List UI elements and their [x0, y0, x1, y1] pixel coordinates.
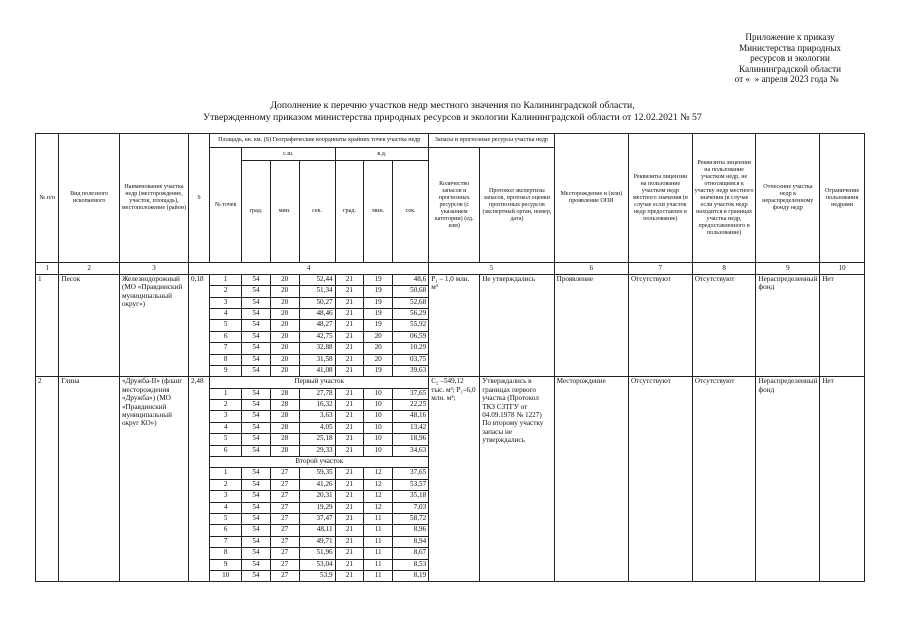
column-number: 5: [429, 263, 554, 274]
lat-seconds: 51,34: [299, 286, 335, 297]
lat-seconds: 37,47: [299, 513, 335, 524]
lat-degrees: 54: [242, 354, 271, 365]
lat-seconds: 53,9: [299, 570, 335, 581]
restrictions: Нет: [820, 377, 865, 582]
license-local: Отсутствуют: [628, 274, 692, 377]
lat-degrees: 54: [242, 491, 271, 502]
plot-area: 2,48: [189, 377, 210, 582]
document-title: [0, 100, 905, 123]
reserves-protocol: Утверждались в границах первого участка (Протокол ТКЗ СЗТГУ от 04.09.1978 № 1227) По второму участку запасы не утверждались: [480, 377, 554, 582]
lon-minutes: 10: [364, 422, 393, 433]
lon-seconds: 37,65: [393, 468, 429, 479]
lon-minutes: 19: [364, 320, 393, 331]
header-row: [36, 134, 865, 148]
lat-degrees: 54: [242, 513, 271, 524]
lat-degrees: 54: [242, 570, 271, 581]
lon-degrees: 21: [335, 502, 364, 513]
column-number: 1: [36, 263, 59, 274]
lat-seconds: 31,58: [299, 354, 335, 365]
lat-minutes: 28: [270, 445, 299, 456]
lon-seconds: 37,65: [393, 388, 429, 399]
lon-minutes: 10: [364, 434, 393, 445]
column-number: 10: [820, 263, 865, 274]
lat-degrees: 54: [242, 525, 271, 536]
lon-degrees: 21: [335, 286, 364, 297]
lon-minutes: 11: [364, 536, 393, 547]
lat-seconds: 41,26: [299, 479, 335, 490]
reserves-protocol: Не утверждались: [480, 274, 554, 377]
part-label: Второй участок: [210, 457, 429, 468]
lon-degrees: 21: [335, 297, 364, 308]
header-deposit: Месторождение и (или) проявление ОПИ: [554, 134, 628, 263]
header-lat: с.ш.: [242, 148, 336, 161]
lat-degrees: 54: [242, 479, 271, 490]
point-number: 2: [210, 286, 242, 297]
lon-minutes: 19: [364, 308, 393, 319]
lon-minutes: 10: [364, 445, 393, 456]
lat-seconds: 4,05: [299, 422, 335, 433]
deposit-type: Проявление: [554, 274, 628, 377]
header-lon: в.д.: [335, 148, 429, 161]
lat-degrees: 54: [242, 274, 271, 285]
lon-degrees: 21: [335, 548, 364, 559]
point-number: 7: [210, 536, 242, 547]
lat-seconds: 59,35: [299, 468, 335, 479]
point-number: 9: [210, 559, 242, 570]
point-number: 1: [210, 388, 242, 399]
lat-minutes: 28: [270, 411, 299, 422]
lon-degrees: 21: [335, 388, 364, 399]
lon-minutes: 12: [364, 491, 393, 502]
row-number: 1: [36, 274, 59, 377]
approval-block: [700, 32, 880, 85]
mineral-type: Глина: [59, 377, 120, 582]
point-number: 5: [210, 434, 242, 445]
header-lon-sec: сек.: [393, 161, 429, 263]
lat-seconds: 48,11: [299, 525, 335, 536]
lon-seconds: 8,19: [393, 570, 429, 581]
lon-minutes: 19: [364, 365, 393, 376]
reserves-quantity: C₂ –549,12 тыс. м³; P₁–6,0 млн. м³;: [429, 377, 480, 582]
lon-seconds: 8,94: [393, 536, 429, 547]
lat-minutes: 27: [270, 536, 299, 547]
lat-minutes: 20: [270, 365, 299, 376]
table-row: [36, 377, 865, 388]
lat-minutes: 27: [270, 559, 299, 570]
header-details-other: Реквизиты лицензии на пользование участком недр, не относящимся к участку недр местного значения (в случае если участок недр находится в границах участка недр, предоставленного в пользование): [692, 134, 756, 263]
point-number: 6: [210, 525, 242, 536]
lon-degrees: 21: [335, 479, 364, 490]
lat-seconds: 48,46: [299, 308, 335, 319]
lon-seconds: 7,03: [393, 502, 429, 513]
lat-seconds: 16,32: [299, 400, 335, 411]
point-number: 4: [210, 502, 242, 513]
lon-minutes: 11: [364, 513, 393, 524]
lat-degrees: 54: [242, 400, 271, 411]
lat-seconds: 27,78: [299, 388, 335, 399]
header-lat-min: мин.: [270, 161, 299, 263]
lat-minutes: 27: [270, 468, 299, 479]
lat-minutes: 27: [270, 491, 299, 502]
lat-degrees: 54: [242, 320, 271, 331]
lon-seconds: 50,68: [393, 286, 429, 297]
lon-degrees: 21: [335, 570, 364, 581]
lon-minutes: 19: [364, 274, 393, 285]
lat-seconds: 29,33: [299, 445, 335, 456]
lon-seconds: 34,63: [393, 445, 429, 456]
point-number: 9: [210, 365, 242, 376]
lon-degrees: 21: [335, 434, 364, 445]
point-number: 1: [210, 468, 242, 479]
lon-minutes: 10: [364, 411, 393, 422]
approval-line: Калининградской области: [738, 63, 842, 74]
header-fund: Отнесение участка недр к нераспределенному фонду недр: [756, 134, 820, 263]
lat-degrees: 54: [242, 468, 271, 479]
point-number: 3: [210, 297, 242, 308]
lon-degrees: 21: [335, 468, 364, 479]
lat-seconds: 25,18: [299, 434, 335, 445]
approval-date-line: от « » апреля 2023 года №: [734, 74, 846, 85]
lon-minutes: 11: [364, 525, 393, 536]
lon-seconds: 8,53: [393, 559, 429, 570]
table-body: [36, 134, 865, 582]
lat-minutes: 28: [270, 434, 299, 445]
lat-minutes: 20: [270, 274, 299, 285]
lon-minutes: 10: [364, 388, 393, 399]
lon-seconds: 8,67: [393, 548, 429, 559]
lat-degrees: 54: [242, 331, 271, 342]
header-s: S: [189, 134, 210, 263]
title-line: Дополнение к перечню участков недр местного значения по Калининградской области,: [270, 100, 635, 111]
header-restrictions: Ограничение пользования недрами: [820, 134, 865, 263]
lon-seconds: 06,59: [393, 331, 429, 342]
column-number: 2: [59, 263, 120, 274]
point-number: 5: [210, 513, 242, 524]
lat-degrees: 54: [242, 434, 271, 445]
lat-seconds: 41,08: [299, 365, 335, 376]
lat-seconds: 52,44: [299, 274, 335, 285]
license-other: Отсутствуют: [692, 377, 756, 582]
header-no: № п/п: [36, 134, 59, 263]
point-number: 3: [210, 411, 242, 422]
lon-minutes: 19: [364, 286, 393, 297]
lon-degrees: 21: [335, 320, 364, 331]
lat-degrees: 54: [242, 422, 271, 433]
column-number: 9: [756, 263, 820, 274]
fund-status: Нераспределенный фонд: [756, 274, 820, 377]
lat-seconds: 20,31: [299, 491, 335, 502]
lon-degrees: 21: [335, 536, 364, 547]
header-name: Наименование участка недр (месторождение, участок, площадь), местоположение (район): [119, 134, 188, 263]
point-number: 1: [210, 274, 242, 285]
header-mineral: Вид полезного ископаемого: [59, 134, 120, 263]
lon-seconds: 8,96: [393, 525, 429, 536]
reserves-quantity: P₁ – 1,0 млн. м³: [429, 274, 480, 377]
lon-degrees: 21: [335, 308, 364, 319]
lon-degrees: 21: [335, 354, 364, 365]
lat-degrees: 54: [242, 308, 271, 319]
point-number: 7: [210, 343, 242, 354]
lon-seconds: 10,29: [393, 343, 429, 354]
column-number: 4: [189, 263, 429, 274]
lat-minutes: 28: [270, 422, 299, 433]
lon-seconds: 35,18: [393, 491, 429, 502]
lat-minutes: 27: [270, 525, 299, 536]
lon-seconds: 39,63: [393, 365, 429, 376]
lon-minutes: 11: [364, 559, 393, 570]
lat-seconds: 42,75: [299, 331, 335, 342]
lat-degrees: 54: [242, 388, 271, 399]
lon-minutes: 20: [364, 343, 393, 354]
lat-minutes: 27: [270, 548, 299, 559]
lat-minutes: 27: [270, 479, 299, 490]
lon-seconds: 56,29: [393, 308, 429, 319]
deposit-type: Месторождение: [554, 377, 628, 582]
mineral-type: Песок: [59, 274, 120, 377]
header-lat-sec: сек.: [299, 161, 335, 263]
approval-line: Министерства природных: [738, 42, 842, 53]
lat-degrees: 54: [242, 559, 271, 570]
lat-degrees: 54: [242, 548, 271, 559]
lon-degrees: 21: [335, 525, 364, 536]
point-number: 2: [210, 400, 242, 411]
lat-minutes: 27: [270, 570, 299, 581]
header-reserves: Запасы и прогнозные ресурсы участка недр: [429, 134, 554, 148]
point-number: 4: [210, 422, 242, 433]
plot-name: Железнодорожный (МО «Правдинский муниципальный округ»): [119, 274, 188, 377]
lon-degrees: 21: [335, 400, 364, 411]
lon-degrees: 21: [335, 513, 364, 524]
header-quantity: Количество запасов и прогнозных ресурсов (с указанием категории) (ед. изм): [429, 148, 480, 263]
point-number: 2: [210, 479, 242, 490]
lat-minutes: 27: [270, 513, 299, 524]
lat-minutes: 20: [270, 320, 299, 331]
lon-seconds: 48,16: [393, 411, 429, 422]
point-number: 6: [210, 331, 242, 342]
column-number: 3: [119, 263, 188, 274]
column-number: 7: [628, 263, 692, 274]
lat-minutes: 27: [270, 502, 299, 513]
header-lon-min: мин.: [364, 161, 393, 263]
title-line: Утвержденному приказом министерства природных ресурсов и экологии Калининградской области от 12.02.2021 № 57: [203, 111, 702, 123]
lon-minutes: 19: [364, 297, 393, 308]
point-number: 8: [210, 548, 242, 559]
lat-seconds: 3,63: [299, 411, 335, 422]
lat-minutes: 20: [270, 308, 299, 319]
column-number-row: [36, 263, 865, 274]
lon-degrees: 21: [335, 343, 364, 354]
lat-degrees: 54: [242, 365, 271, 376]
row-number: 2: [36, 377, 59, 582]
lon-minutes: 12: [364, 479, 393, 490]
lon-seconds: 22,25: [393, 400, 429, 411]
header-lon-deg: град.: [335, 161, 364, 263]
lat-degrees: 54: [242, 286, 271, 297]
lon-seconds: 55,92: [393, 320, 429, 331]
lon-seconds: 58,72: [393, 513, 429, 524]
header-area-coordinates: Площадь, кв. км. (S) Географические координаты крайних точек участка недр: [210, 134, 429, 148]
header-protocol: Протокол экспертизы запасов, протокол оценки прогнозных ресурсов (экспертный орган, номер, дата): [480, 148, 554, 263]
lat-seconds: 51,96: [299, 548, 335, 559]
lon-seconds: 52,68: [393, 297, 429, 308]
lat-degrees: 54: [242, 536, 271, 547]
approval-line: ресурсов и экологии: [750, 53, 830, 64]
lat-minutes: 20: [270, 297, 299, 308]
lat-seconds: 19,29: [299, 502, 335, 513]
lon-degrees: 21: [335, 445, 364, 456]
header-point-no: № точек: [210, 148, 242, 263]
plot-area: 0,18: [189, 274, 210, 377]
lon-degrees: 21: [335, 331, 364, 342]
point-number: 10: [210, 570, 242, 581]
column-number: 6: [554, 263, 628, 274]
lat-minutes: 20: [270, 343, 299, 354]
lat-minutes: 28: [270, 400, 299, 411]
header-lat-deg: град.: [242, 161, 271, 263]
lon-seconds: 18,96: [393, 434, 429, 445]
lat-degrees: 54: [242, 445, 271, 456]
lat-minutes: 20: [270, 354, 299, 365]
lon-minutes: 20: [364, 354, 393, 365]
lon-degrees: 21: [335, 411, 364, 422]
lon-minutes: 12: [364, 468, 393, 479]
lon-degrees: 21: [335, 422, 364, 433]
lat-minutes: 28: [270, 388, 299, 399]
lon-degrees: 21: [335, 491, 364, 502]
table-row: [36, 274, 865, 285]
plot-name: «Дружба-II» (фланг месторождения «Дружба») (МО «Правдинский муниципальный округ КО»): [119, 377, 188, 582]
lon-seconds: 03,75: [393, 354, 429, 365]
subsoil-plots-table: [35, 133, 865, 582]
lon-seconds: 13,42: [393, 422, 429, 433]
point-number: 4: [210, 308, 242, 319]
lon-minutes: 11: [364, 548, 393, 559]
lat-degrees: 54: [242, 297, 271, 308]
lat-minutes: 20: [270, 331, 299, 342]
point-number: 5: [210, 320, 242, 331]
point-number: 3: [210, 491, 242, 502]
lon-minutes: 10: [364, 400, 393, 411]
header-details-local: Реквизиты лицензии на пользование участком недр местного значения (в случае если участок недр предоставлен в пользование): [628, 134, 692, 263]
lon-degrees: 21: [335, 365, 364, 376]
lat-seconds: 48,27: [299, 320, 335, 331]
lat-degrees: 54: [242, 502, 271, 513]
lat-seconds: 50,27: [299, 297, 335, 308]
column-number: 8: [692, 263, 756, 274]
lat-minutes: 20: [270, 286, 299, 297]
restrictions: Нет: [820, 274, 865, 377]
point-number: 8: [210, 354, 242, 365]
license-local: Отсутствуют: [628, 377, 692, 582]
approval-line: Приложение к приказу: [745, 32, 835, 42]
lat-seconds: 49,71: [299, 536, 335, 547]
lon-seconds: 53,57: [393, 479, 429, 490]
lon-minutes: 20: [364, 331, 393, 342]
lat-seconds: 53,04: [299, 559, 335, 570]
fund-status: Нераспределенный фонд: [756, 377, 820, 582]
lat-seconds: 32,88: [299, 343, 335, 354]
license-other: Отсутствуют: [692, 274, 756, 377]
point-number: 6: [210, 445, 242, 456]
lon-degrees: 21: [335, 559, 364, 570]
lon-minutes: 11: [364, 570, 393, 581]
lon-degrees: 21: [335, 274, 364, 285]
lat-degrees: 54: [242, 411, 271, 422]
lat-degrees: 54: [242, 343, 271, 354]
lon-seconds: 48,6: [393, 274, 429, 285]
lon-minutes: 12: [364, 502, 393, 513]
part-label: Первый участок: [210, 377, 429, 388]
